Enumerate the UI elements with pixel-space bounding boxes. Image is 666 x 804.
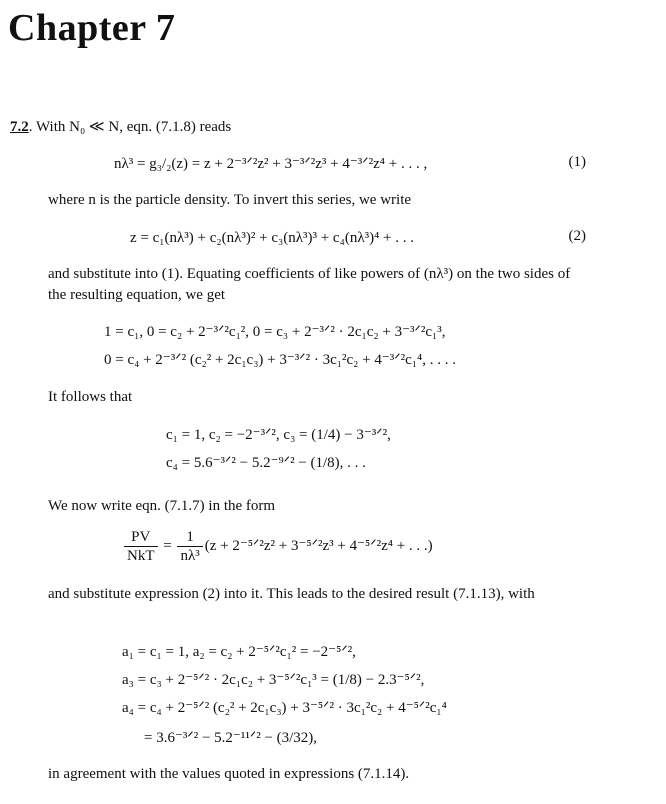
fraction-pv-nkt: [124, 528, 158, 565]
equation-5: [122, 528, 433, 565]
paragraph-3: and substitute into (1). Equating coefficients of like powers of (nλ³) on the two sides of the resulting equation, we get: [48, 266, 571, 303]
intro-text: . With N₀ ≪ N, eqn. (7.1.8) reads: [28, 119, 232, 135]
paragraph-4: It follows that: [48, 389, 133, 405]
equation-2-number: (2): [568, 228, 586, 244]
equals-sign: =: [163, 537, 172, 554]
equation-6b: a₃ = c₃ + 2⁻⁵ᐟ² · 2c₁c₂ + 3⁻⁵ᐟ²c₁³ = (1/8) − 2.3⁻⁵ᐟ²,: [122, 672, 425, 688]
paragraph-2: where n is the particle density. To invert this series, we write: [48, 192, 412, 208]
fraction-numerator: PV: [124, 528, 158, 547]
equation-3b: 0 = c₄ + 2⁻³ᐟ² (c₂² + 2c₁c₃) + 3⁻³ᐟ² · 3c₁²c₂ + 4⁻³ᐟ²c₁⁴, . . . .: [104, 352, 457, 368]
problem-intro: [10, 117, 610, 138]
problem-number: 7.2: [10, 119, 29, 135]
fraction-denominator: NkT: [127, 548, 155, 564]
equation-1: nλ³ = g₃/₂(z) = z + 2⁻³ᐟ²z² + 3⁻³ᐟ²z³ + 4⁻³ᐟ²z⁴ + . . . ,: [114, 156, 428, 172]
equation-3a: 1 = c₁, 0 = c₂ + 2⁻³ᐟ²c₁², 0 = c₃ + 2⁻³ᐟ² · 2c₁c₂ + 3⁻³ᐟ²c₁³,: [104, 324, 446, 340]
paragraph-5: We now write eqn. (7.1.7) in the form: [48, 498, 276, 514]
fraction-one-over-nlambda: [177, 528, 202, 565]
equation-4a: c₁ = 1, c₂ = −2⁻³ᐟ², c₃ = (1/4) − 3⁻³ᐟ²,: [166, 427, 391, 443]
equation-6d: = 3.6⁻³ᐟ² − 5.2⁻¹¹ᐟ² − (3/32),: [144, 730, 318, 746]
equation-1-number: (1): [568, 154, 586, 170]
equation-5-series: (z + 2⁻⁵ᐟ²z² + 3⁻⁵ᐟ²z³ + 4⁻⁵ᐟ²z⁴ + . . .): [204, 537, 433, 554]
chapter-title: Chapter 7: [8, 7, 176, 49]
equation-2: z = c₁(nλ³) + c₂(nλ³)² + c₃(nλ³)³ + c₄(nλ³)⁴ + . . .: [130, 230, 415, 246]
paragraph-7: in agreement with the values quoted in expressions (7.1.14).: [48, 766, 410, 782]
equation-4b: c₄ = 5.6⁻³ᐟ² − 5.2⁻⁹ᐟ² − (1/8), . . .: [166, 455, 366, 471]
fraction-denominator-2: nλ³: [180, 548, 200, 564]
equation-6c: a₄ = c₄ + 2⁻⁵ᐟ² (c₂² + 2c₁c₃) + 3⁻⁵ᐟ² · 3c₁²c₂ + 4⁻⁵ᐟ²c₁⁴: [122, 700, 447, 716]
fraction-numerator-2: 1: [177, 528, 202, 547]
equation-6a: a₁ = c₁ = 1, a₂ = c₂ + 2⁻⁵ᐟ²c₁² = −2⁻⁵ᐟ²,: [122, 644, 356, 660]
paragraph-6: and substitute expression (2) into it. This leads to the desired result (7.1.13), with: [48, 586, 535, 602]
